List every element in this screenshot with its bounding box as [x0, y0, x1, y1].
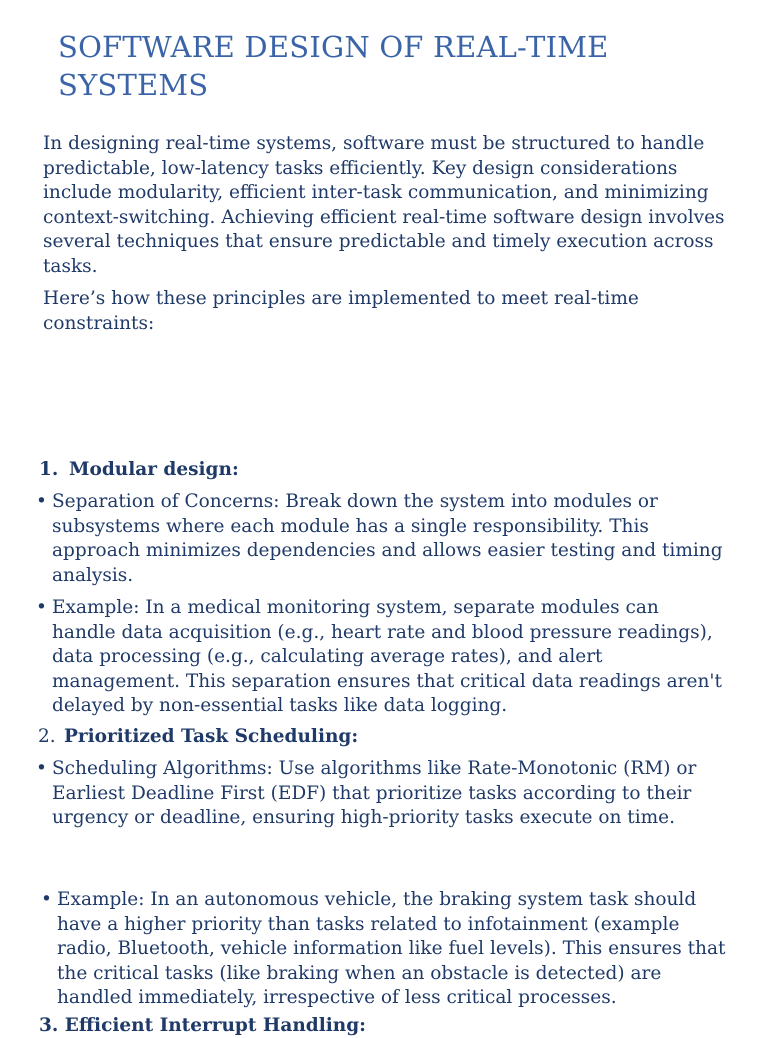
- document-title: SOFTWARE DESIGN OF REAL-TIME SYSTEMS: [58, 30, 609, 102]
- intro-paragraph: In designing real-time systems, software must be structured to handle predictable, low-latency tasks efficiently. Key design considerations include modularity, efficient inter-task communication, and minimizing context-switching. Achieving efficient real-time software design involves several techniques that ensure predictable and timely execution across tasks.: [43, 133, 725, 277]
- bullet-item: [36, 596, 726, 719]
- bullet-text: Scheduling Algorithms: Use algorithms like Rate-Monotonic (RM) or Earliest Deadline First (EDF) that prioritize tasks according to their urgency or deadline, ensuring high-priority tasks execute on time.: [52, 758, 697, 828]
- bullet-item: [41, 888, 731, 1011]
- bullet-item: [36, 490, 726, 588]
- intro-paragraph-2: Here’s how these principles are implemented to meet real-time constraints:: [43, 288, 639, 334]
- section-number: 2.: [38, 726, 56, 747]
- cutoff-section-heading: 3. Efficient Interrupt Handling:: [39, 1015, 366, 1036]
- bullet-item: [36, 757, 726, 831]
- section-heading-prioritized-task-scheduling: [38, 725, 358, 749]
- bullet-text: Example: In an autonomous vehicle, the braking system task should have a higher priority than tasks related to infotainment (example radio, Bluetooth, vehicle information like fuel levels). This ensures that the critical tasks (like braking when an obstacle is detected) are handled immediately, irrespective of less critical processes.: [57, 889, 726, 1008]
- bullet-icon: •: [36, 758, 47, 779]
- bullet-icon: •: [36, 491, 47, 512]
- bullet-icon: •: [36, 597, 47, 618]
- section-heading-text: Prioritized Task Scheduling:: [64, 726, 359, 747]
- bullet-icon: •: [41, 889, 52, 910]
- bullet-text: Separation of Concerns: Break down the system into modules or subsystems where each module has a single responsibility. This approach minimizes dependencies and allows easier testing and timing analysis.: [52, 491, 723, 586]
- bullet-text: Example: In a medical monitoring system, separate modules can handle data acquisition (e.g., heart rate and blood pressure readings), data processing (e.g., calculating average rates), and alert management. This separation ensures that critical data readings aren't delayed by non-essential tasks like data logging.: [52, 597, 722, 716]
- section-heading-modular-design: [39, 458, 239, 482]
- section-heading-text: Modular design:: [69, 459, 239, 480]
- section-number: 1.: [39, 459, 59, 480]
